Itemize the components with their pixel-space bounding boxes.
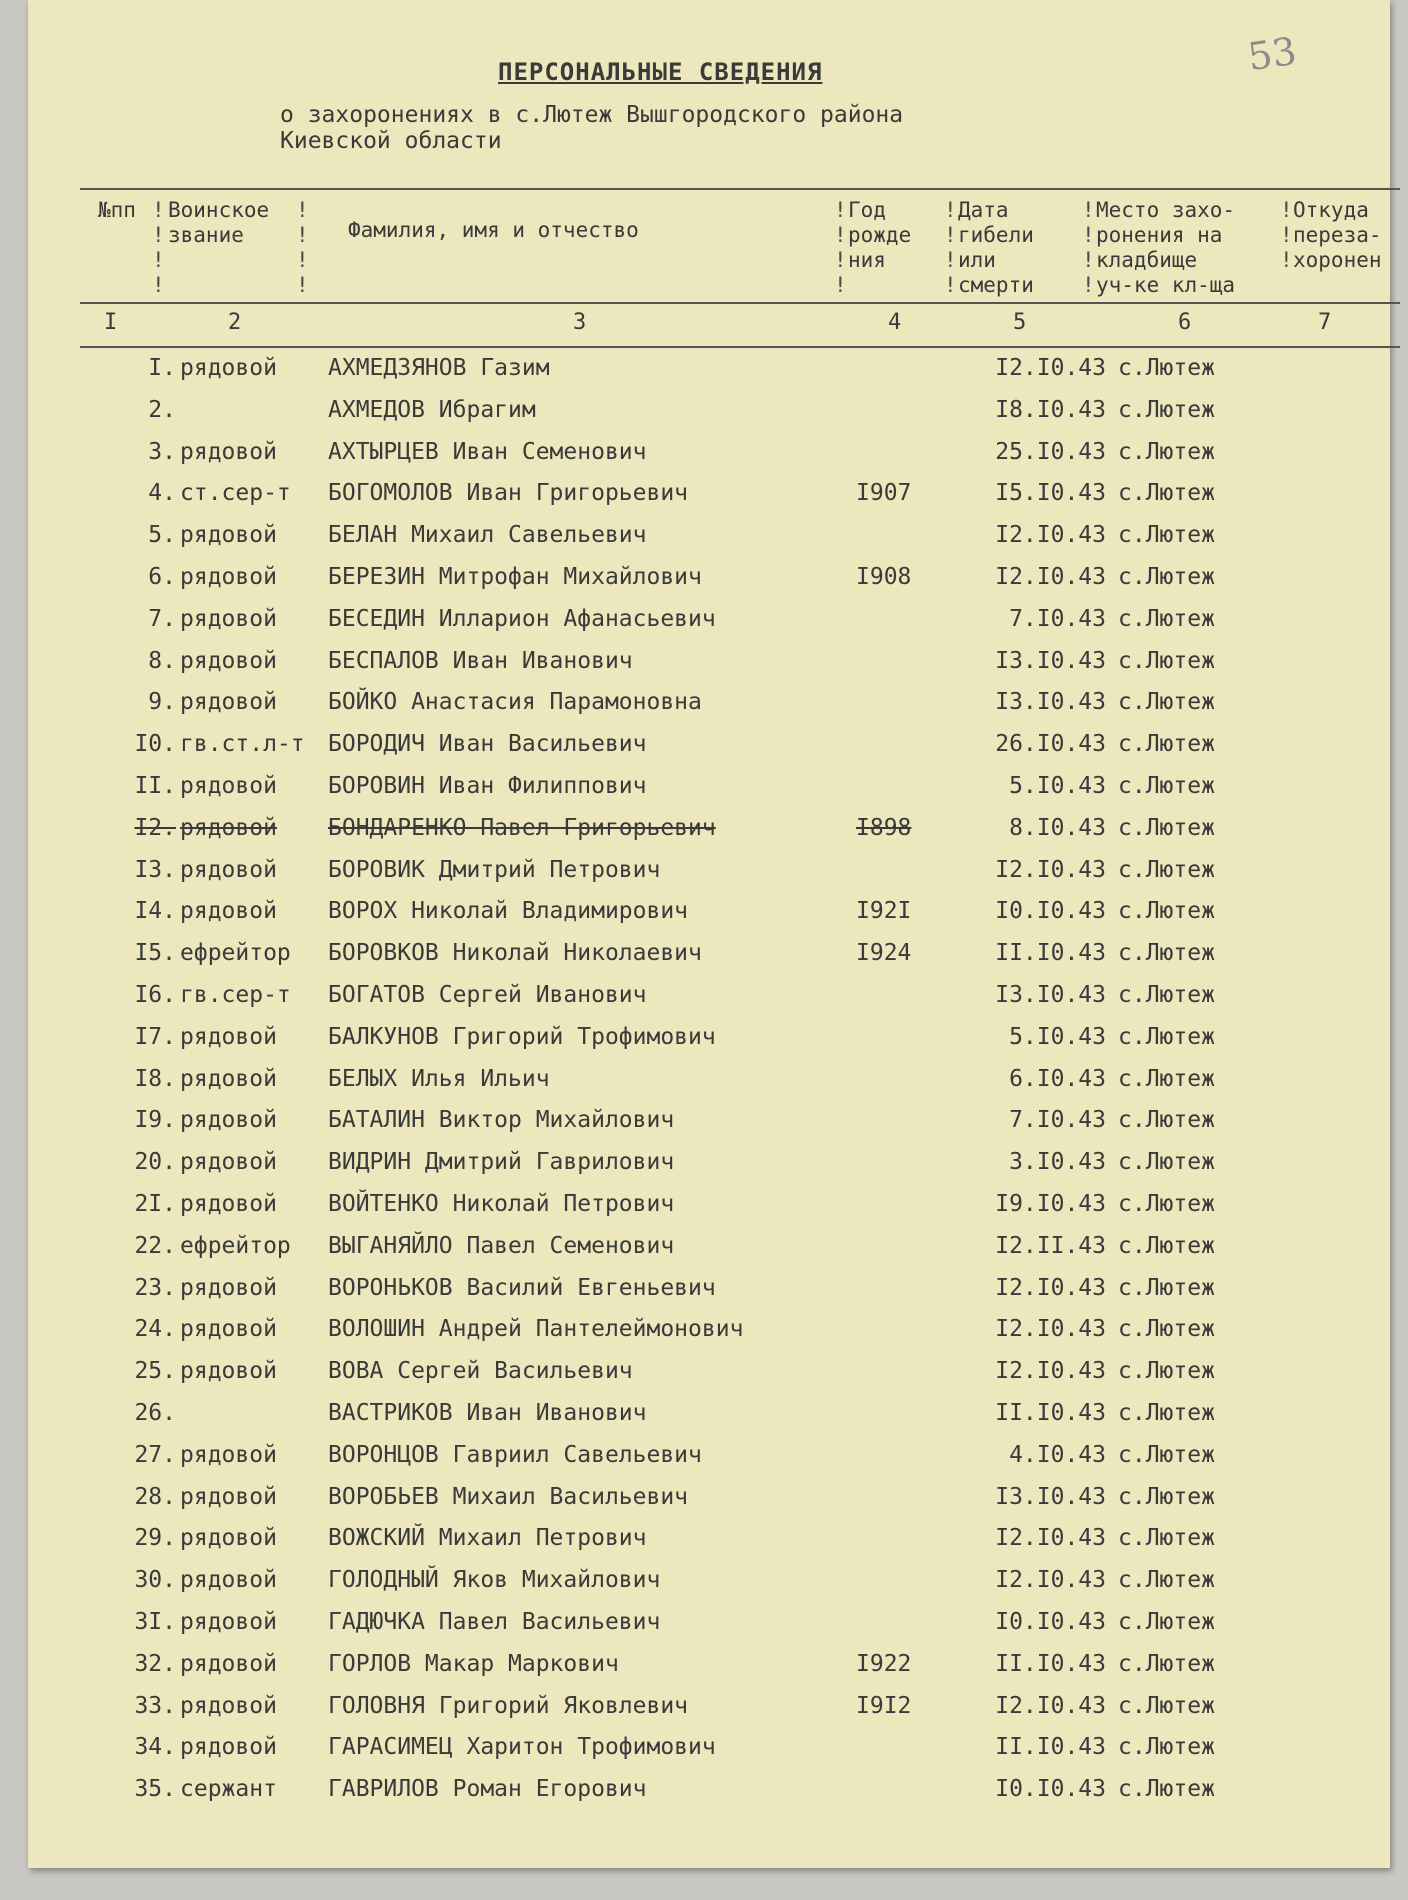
record-number: I8.: [134, 1066, 176, 1092]
record-burial-place: с.Лютеж: [1118, 522, 1215, 548]
table-row: [28, 1602, 1390, 1642]
record-burial-place: с.Лютеж: [1118, 898, 1215, 924]
record-burial-place: с.Лютеж: [1118, 648, 1215, 674]
record-number: 30.: [134, 1567, 176, 1593]
document-title: ПЕРСОНАЛЬНЫЕ СВЕДЕНИЯ: [498, 58, 823, 86]
table-row: [28, 850, 1390, 890]
table-row: [28, 1142, 1390, 1182]
table-row: [28, 1184, 1390, 1224]
table-row: [28, 641, 1390, 681]
record-death-date: I3.I0.43: [995, 689, 1106, 715]
table-row: [28, 1727, 1390, 1767]
record-death-date: 26.I0.43: [995, 731, 1106, 757]
header-from: Откуда переза- хоронен: [1293, 198, 1382, 272]
table-row: [28, 766, 1390, 806]
record-rank: рядовой: [180, 1693, 277, 1719]
record-burial-place: с.Лютеж: [1118, 439, 1215, 465]
record-rank: рядовой: [180, 773, 277, 799]
record-burial-place: с.Лютеж: [1118, 1024, 1215, 1050]
record-burial-place: с.Лютеж: [1118, 815, 1215, 841]
table-row: [28, 1226, 1390, 1266]
table-row: [28, 432, 1390, 472]
record-number: 28.: [134, 1484, 176, 1510]
record-name: БОРОВКОВ Николай Николаевич: [328, 940, 702, 966]
record-death-date: I2.II.43: [995, 1233, 1106, 1259]
record-rank: рядовой: [180, 857, 277, 883]
record-name: БАТАЛИН Виктор Михайлович: [328, 1107, 675, 1133]
document-page: [28, 0, 1390, 1868]
record-name: ВОЛОШИН Андрей Пантелеймонович: [328, 1316, 744, 1342]
record-number: 32.: [134, 1651, 176, 1677]
record-death-date: I8.I0.43: [995, 397, 1106, 423]
record-rank: рядовой: [180, 1358, 277, 1384]
record-number: II.: [134, 773, 176, 799]
record-number: 3I.: [134, 1609, 176, 1635]
record-name: БЕЛЫХ Илья Ильич: [328, 1066, 550, 1092]
record-burial-place: с.Лютеж: [1118, 1107, 1215, 1133]
record-death-date: 7.I0.43: [1009, 606, 1106, 632]
record-death-date: I9.I0.43: [995, 1191, 1106, 1217]
record-name: ГАДЮЧКА Павел Васильевич: [328, 1609, 661, 1635]
record-burial-place: с.Лютеж: [1118, 606, 1215, 632]
record-death-date: 7.I0.43: [1009, 1107, 1106, 1133]
record-number: 26.: [134, 1400, 176, 1426]
record-burial-place: с.Лютеж: [1118, 940, 1215, 966]
record-name: ВОРОНЬКОВ Василий Евгеньевич: [328, 1275, 716, 1301]
record-death-date: 25.I0.43: [995, 439, 1106, 465]
table-row: [28, 1393, 1390, 1433]
record-number: I.: [148, 355, 176, 381]
record-number: 35.: [134, 1776, 176, 1802]
record-number: I2.: [134, 815, 176, 841]
corner-mark: 53: [1245, 28, 1300, 80]
table-row: [28, 1100, 1390, 1140]
record-number: 3.: [148, 439, 176, 465]
column-separator: ! ! ! !: [296, 198, 309, 297]
table-row: [28, 1477, 1390, 1517]
record-burial-place: с.Лютеж: [1118, 1484, 1215, 1510]
record-burial-place: с.Лютеж: [1118, 564, 1215, 590]
record-rank: рядовой: [180, 564, 277, 590]
record-death-date: II.I0.43: [995, 1651, 1106, 1677]
record-burial-place: с.Лютеж: [1118, 1651, 1215, 1677]
record-burial-place: с.Лютеж: [1118, 355, 1215, 381]
record-name: БЕЛАН Михаил Савельевич: [328, 522, 647, 548]
record-birth-year: I898: [856, 815, 912, 841]
record-rank: рядовой: [180, 1024, 277, 1050]
record-number: 25.: [134, 1358, 176, 1384]
record-number: I4.: [134, 898, 176, 924]
header-place: Место захо- ронения на кладбище уч-ке кл-ща: [1096, 198, 1236, 297]
record-death-date: 5.I0.43: [1009, 773, 1106, 799]
record-number: 9.: [148, 689, 176, 715]
column-separator: ! ! ! !: [834, 198, 847, 297]
record-death-date: I2.I0.43: [995, 1567, 1106, 1593]
record-death-date: 3.I0.43: [1009, 1149, 1106, 1175]
table-row: [28, 933, 1390, 973]
record-name: БОГАТОВ Сергей Иванович: [328, 982, 647, 1008]
record-birth-year: I908: [856, 564, 912, 590]
record-death-date: I0.I0.43: [995, 898, 1106, 924]
column-number: 7: [1318, 310, 1332, 335]
table-row: [28, 599, 1390, 639]
record-name: БОРОВИК Дмитрий Петрович: [328, 857, 661, 883]
table-row: [28, 1769, 1390, 1809]
record-birth-year: I924: [856, 940, 912, 966]
record-burial-place: с.Лютеж: [1118, 480, 1215, 506]
column-number: I: [104, 310, 118, 335]
record-death-date: 5.I0.43: [1009, 1024, 1106, 1050]
record-rank: ефрейтор: [180, 1233, 291, 1259]
record-burial-place: с.Лютеж: [1118, 1191, 1215, 1217]
record-burial-place: с.Лютеж: [1118, 1776, 1215, 1802]
record-rank: рядовой: [180, 1442, 277, 1468]
record-number: 5.: [148, 522, 176, 548]
record-name: ГОЛОВНЯ Григорий Яковлевич: [328, 1693, 689, 1719]
record-death-date: II.I0.43: [995, 940, 1106, 966]
record-number: 20.: [134, 1149, 176, 1175]
record-rank: рядовой: [180, 522, 277, 548]
record-name: АХТЫРЦЕВ Иван Семенович: [328, 439, 647, 465]
record-rank: ефрейтор: [180, 940, 291, 966]
table-row: [28, 1686, 1390, 1726]
record-rank: сержант: [180, 1776, 277, 1802]
record-birth-year: I9I2: [856, 1693, 912, 1719]
record-burial-place: с.Лютеж: [1118, 731, 1215, 757]
table-row: [28, 1309, 1390, 1349]
record-rank: рядовой: [180, 1567, 277, 1593]
record-number: 29.: [134, 1525, 176, 1551]
table-row: [28, 1560, 1390, 1600]
table-row: [28, 808, 1390, 848]
record-burial-place: с.Лютеж: [1118, 1693, 1215, 1719]
table-row: [28, 1059, 1390, 1099]
column-number: 5: [1013, 310, 1027, 335]
record-rank: рядовой: [180, 689, 277, 715]
column-separator: ! ! ! !: [1082, 198, 1095, 297]
record-rank: рядовой: [180, 1107, 277, 1133]
record-name: ВОРОХ Николай Владимирович: [328, 898, 689, 924]
record-number: 2.: [148, 397, 176, 423]
record-name: АХМЕДЗЯНОВ Газим: [328, 355, 550, 381]
record-burial-place: с.Лютеж: [1118, 1442, 1215, 1468]
record-rank: рядовой: [180, 1066, 277, 1092]
record-name: БОНДАРЕНКО Павел Григорьевич: [328, 815, 716, 841]
record-name: БОРОДИЧ Иван Васильевич: [328, 731, 647, 757]
record-burial-place: с.Лютеж: [1118, 1275, 1215, 1301]
record-number: 4.: [148, 480, 176, 506]
record-rank: рядовой: [180, 898, 277, 924]
record-rank: рядовой: [180, 1609, 277, 1635]
record-death-date: 8.I0.43: [1009, 815, 1106, 841]
record-death-date: I0.I0.43: [995, 1776, 1106, 1802]
record-birth-year: I922: [856, 1651, 912, 1677]
record-birth-year: I92I: [856, 898, 912, 924]
record-rank: рядовой: [180, 1275, 277, 1301]
record-death-date: I2.I0.43: [995, 1693, 1106, 1719]
record-rank: рядовой: [180, 1484, 277, 1510]
record-death-date: 4.I0.43: [1009, 1442, 1106, 1468]
document-subtitle-line1: о захоронениях в с.Лютеж Вышгородского района: [280, 102, 904, 128]
record-death-date: I3.I0.43: [995, 648, 1106, 674]
table-row: [28, 390, 1390, 430]
column-number: 4: [888, 310, 902, 335]
table-row: [28, 473, 1390, 513]
record-number: 23.: [134, 1275, 176, 1301]
record-number: 6.: [148, 564, 176, 590]
record-name: ГОЛОДНЫЙ Яков Михайлович: [328, 1567, 661, 1593]
record-rank: рядовой: [180, 1191, 277, 1217]
column-number: 6: [1178, 310, 1192, 335]
record-rank: рядовой: [180, 1525, 277, 1551]
record-death-date: 6.I0.43: [1009, 1066, 1106, 1092]
record-name: БОРОВИН Иван Филиппович: [328, 773, 647, 799]
record-rank: гв.сер-т: [180, 982, 291, 1008]
record-name: ВОРОНЦОВ Гавриил Савельевич: [328, 1442, 702, 1468]
record-death-date: I0.I0.43: [995, 1609, 1106, 1635]
record-name: АХМЕДОВ Ибрагим: [328, 397, 536, 423]
header-name: Фамилия, имя и отчество: [348, 218, 639, 242]
table-row: [28, 1644, 1390, 1684]
record-rank: рядовой: [180, 815, 277, 841]
column-number: 2: [228, 310, 242, 335]
table-row: [28, 724, 1390, 764]
record-rank: ст.сер-т: [180, 480, 291, 506]
record-rank: гв.ст.л-т: [180, 731, 305, 757]
record-number: I3.: [134, 857, 176, 883]
record-burial-place: с.Лютеж: [1118, 397, 1215, 423]
record-burial-place: с.Лютеж: [1118, 1734, 1215, 1760]
record-number: I0.: [134, 731, 176, 757]
table-row: [28, 1435, 1390, 1475]
table-row: [28, 1017, 1390, 1057]
record-number: 22.: [134, 1233, 176, 1259]
record-number: 24.: [134, 1316, 176, 1342]
record-number: 34.: [134, 1734, 176, 1760]
record-number: 33.: [134, 1693, 176, 1719]
column-separator: ! ! !: [1280, 198, 1293, 272]
record-name: ГАРАСИМЕЦ Харитон Трофимович: [328, 1734, 716, 1760]
record-death-date: I2.I0.43: [995, 857, 1106, 883]
record-death-date: I2.I0.43: [995, 1275, 1106, 1301]
header-num: №пп: [98, 198, 136, 222]
record-burial-place: с.Лютеж: [1118, 1400, 1215, 1426]
record-burial-place: с.Лютеж: [1118, 689, 1215, 715]
table-row: [28, 1268, 1390, 1308]
record-name: БОЙКО Анастасия Парамоновна: [328, 689, 702, 715]
column-separator: ! ! ! !: [944, 198, 957, 297]
record-death-date: I2.I0.43: [995, 355, 1106, 381]
record-death-date: I3.I0.43: [995, 982, 1106, 1008]
table-top-rule: [80, 188, 1400, 190]
record-rank: рядовой: [180, 1149, 277, 1175]
table-row: [28, 682, 1390, 722]
record-death-date: II.I0.43: [995, 1400, 1106, 1426]
record-name: ВОЙТЕНКО Николай Петрович: [328, 1191, 675, 1217]
record-burial-place: с.Лютеж: [1118, 1358, 1215, 1384]
record-death-date: I2.I0.43: [995, 1525, 1106, 1551]
record-rank: рядовой: [180, 1316, 277, 1342]
record-rank: рядовой: [180, 439, 277, 465]
record-number: 2I.: [134, 1191, 176, 1217]
table-row: [28, 975, 1390, 1015]
table-row: [28, 515, 1390, 555]
table-row: [28, 348, 1390, 388]
header-date: Дата гибели или смерти: [958, 198, 1034, 297]
record-burial-place: с.Лютеж: [1118, 1066, 1215, 1092]
record-death-date: I3.I0.43: [995, 1484, 1106, 1510]
record-name: БЕРЕЗИН Митрофан Михайлович: [328, 564, 702, 590]
record-number: 7.: [148, 606, 176, 632]
record-name: БАЛКУНОВ Григорий Трофимович: [328, 1024, 716, 1050]
record-death-date: II.I0.43: [995, 1734, 1106, 1760]
record-birth-year: I907: [856, 480, 912, 506]
record-name: ВАСТРИКОВ Иван Иванович: [328, 1400, 647, 1426]
header-year: Год рожде ния: [848, 198, 912, 272]
record-rank: рядовой: [180, 355, 277, 381]
table-row: [28, 1351, 1390, 1391]
record-number: 27.: [134, 1442, 176, 1468]
record-name: ГАВРИЛОВ Роман Егорович: [328, 1776, 647, 1802]
record-death-date: I5.I0.43: [995, 480, 1106, 506]
document-subtitle-line2: Киевской области: [280, 128, 502, 154]
record-name: ВОЖСКИЙ Михаил Петрович: [328, 1525, 647, 1551]
record-name: ВОВА Сергей Васильевич: [328, 1358, 633, 1384]
record-rank: рядовой: [180, 1651, 277, 1677]
table-row: [28, 1518, 1390, 1558]
record-rank: рядовой: [180, 648, 277, 674]
record-name: БЕСЕДИН Илларион Афанасьевич: [328, 606, 716, 632]
record-name: БЕСПАЛОВ Иван Иванович: [328, 648, 633, 674]
record-burial-place: с.Лютеж: [1118, 1149, 1215, 1175]
record-death-date: I2.I0.43: [995, 564, 1106, 590]
column-number: 3: [573, 310, 587, 335]
record-name: ВЫГАНЯЙЛО Павел Семенович: [328, 1233, 675, 1259]
record-death-date: I2.I0.43: [995, 1316, 1106, 1342]
record-number: I7.: [134, 1024, 176, 1050]
table-row: [28, 891, 1390, 931]
record-number: I5.: [134, 940, 176, 966]
header-rank: Воинское звание: [168, 198, 270, 247]
record-name: ГОРЛОВ Макар Маркович: [328, 1651, 619, 1677]
record-burial-place: с.Лютеж: [1118, 982, 1215, 1008]
record-burial-place: с.Лютеж: [1118, 1567, 1215, 1593]
record-burial-place: с.Лютеж: [1118, 1525, 1215, 1551]
record-rank: рядовой: [180, 606, 277, 632]
record-number: 8.: [148, 648, 176, 674]
column-separator: ! ! ! !: [152, 198, 165, 297]
record-burial-place: с.Лютеж: [1118, 857, 1215, 883]
record-burial-place: с.Лютеж: [1118, 1233, 1215, 1259]
record-name: ВОРОБЬЕВ Михаил Васильевич: [328, 1484, 689, 1510]
record-name: БОГОМОЛОВ Иван Григорьевич: [328, 480, 689, 506]
record-rank: рядовой: [180, 1734, 277, 1760]
record-death-date: I2.I0.43: [995, 522, 1106, 548]
record-death-date: I2.I0.43: [995, 1358, 1106, 1384]
record-burial-place: с.Лютеж: [1118, 1316, 1215, 1342]
table-header-rule: [80, 302, 1400, 304]
record-name: ВИДРИН Дмитрий Гаврилович: [328, 1149, 675, 1175]
record-burial-place: с.Лютеж: [1118, 773, 1215, 799]
record-burial-place: с.Лютеж: [1118, 1609, 1215, 1635]
table-row: [28, 557, 1390, 597]
record-number: I6.: [134, 982, 176, 1008]
record-number: I9.: [134, 1107, 176, 1133]
